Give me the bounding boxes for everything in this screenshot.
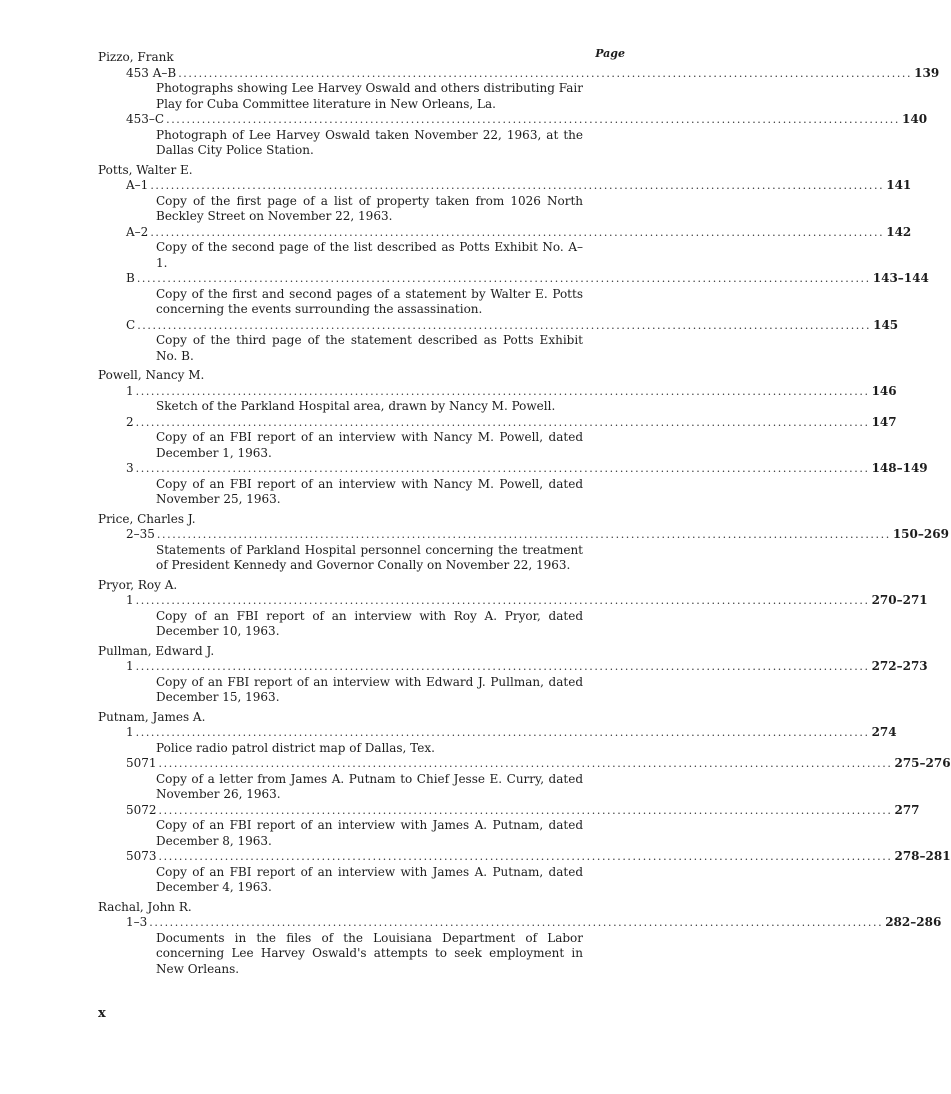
exhibit-row <box>126 527 949 543</box>
dot-leader: ................................................................................................................................................ <box>136 272 871 285</box>
exhibit-page-number: 142 <box>886 224 912 239</box>
exhibit-row <box>126 725 897 741</box>
dot-leader: ................................................................................................................................................ <box>137 318 872 332</box>
exhibit-number: 5071 <box>126 756 157 770</box>
exhibit-number: A–1 <box>126 178 149 192</box>
witness-name: Rachal, John R. <box>98 899 192 914</box>
exhibit-description: Documents in the files of the Louisiana Department of Labor concerning Lee Harvey Oswald's attempts to seek employment in New Orleans. <box>156 930 583 976</box>
exhibit-page-number: 140 <box>902 112 928 126</box>
exhibit-description: Copy of an FBI report of an interview with James A. Putnam, dated December 8, 1963. <box>156 818 583 848</box>
exhibit-row <box>126 659 928 675</box>
witness-name: Putnam, James A. <box>98 709 206 724</box>
dot-leader: ................................................................................................................................................ <box>135 462 870 475</box>
dot-leader: ................................................................................................................................................ <box>135 594 870 607</box>
exhibit-description: Copy of a letter from James A. Putnam to Chief Jesse E. Curry, dated November 26, 1963. <box>156 771 583 801</box>
dot-leader: ................................................................................................................................................ <box>135 384 870 398</box>
witness-name: Potts, Walter E. <box>98 162 193 177</box>
dot-leader: ................................................................................................................................................ <box>158 850 893 863</box>
dot-leader: ................................................................................................................................................ <box>158 803 893 817</box>
exhibit-row <box>126 756 951 772</box>
exhibit-row <box>126 178 912 194</box>
exhibit-number: 1–3 <box>126 915 148 929</box>
page-number-footer: x <box>98 1006 106 1021</box>
witness-name: Price, Charles J. <box>98 511 196 526</box>
exhibit-number: C <box>126 317 136 332</box>
exhibit-row <box>126 802 920 819</box>
exhibit-index <box>98 50 951 981</box>
exhibit-number: 2 <box>126 414 134 429</box>
exhibit-number: A–2 <box>126 224 149 239</box>
exhibit-page-number: 139 <box>914 65 940 80</box>
exhibit-description: Police radio patrol district map of Dallas, Tex. <box>156 740 435 755</box>
index-entry <box>98 162 929 365</box>
index-entry <box>98 50 940 159</box>
exhibit-number: 2–35 <box>126 527 155 541</box>
exhibit-page-number: 145 <box>873 317 899 332</box>
exhibit-description: Copy of an FBI report of an interview with Roy A. Pryor, dated December 10, 1963. <box>156 608 583 638</box>
exhibit-number: 1 <box>126 659 134 673</box>
dot-leader: ................................................................................................................................................ <box>150 179 885 192</box>
exhibit-description: Copy of the third page of the statement described as Potts Exhibit No. B. <box>156 333 583 363</box>
exhibit-number: 1 <box>126 593 134 607</box>
dot-leader: ................................................................................................................................................ <box>135 726 870 739</box>
witness-name: Pullman, Edward J. <box>98 643 215 658</box>
exhibit-row <box>126 65 940 82</box>
exhibit-description: Copy of an FBI report of an interview with Edward J. Pullman, dated December 15, 1963. <box>156 674 583 704</box>
dot-leader: ................................................................................................................................................ <box>149 916 884 929</box>
index-entry <box>98 643 928 706</box>
exhibit-number: 1 <box>126 383 134 398</box>
dot-leader: ................................................................................................................................................ <box>135 415 870 429</box>
exhibit-row <box>126 383 897 400</box>
exhibit-row <box>126 112 928 128</box>
exhibit-row <box>126 271 929 287</box>
index-entry <box>98 577 928 640</box>
exhibit-page-number: 272–273 <box>871 659 928 673</box>
exhibit-description: Copy of an FBI report of an interview with Nancy M. Powell, dated December 1, 1963. <box>156 430 583 460</box>
index-entry <box>98 709 951 896</box>
exhibit-page-number: 282–286 <box>885 915 942 929</box>
exhibit-row <box>126 461 928 477</box>
exhibit-page-number: 275–276 <box>894 756 951 770</box>
exhibit-number: 453–C <box>126 112 165 126</box>
exhibit-description: Copy of the first and second pages of a statement by Walter E. Potts concerning the events surrounding the assassination. <box>156 286 583 316</box>
exhibit-number: B <box>126 271 135 285</box>
exhibit-page-number: 277 <box>894 802 920 817</box>
exhibit-page-number: 274 <box>871 725 897 739</box>
exhibit-description: Sketch of the Parkland Hospital area, drawn by Nancy M. Powell. <box>156 399 556 413</box>
page-column-label: Page <box>595 47 625 60</box>
witness-name: Pryor, Roy A. <box>98 577 178 592</box>
exhibit-page-number: 141 <box>886 178 912 192</box>
dot-leader: ................................................................................................................................................ <box>156 528 891 541</box>
exhibit-description: Photograph of Lee Harvey Oswald taken November 22, 1963, at the Dallas City Police Station. <box>156 127 583 157</box>
dot-leader: ................................................................................................................................................ <box>178 66 913 80</box>
exhibit-row <box>126 849 951 865</box>
exhibit-page-number: 143–144 <box>872 271 929 285</box>
exhibit-number: 453 A–B <box>126 65 177 80</box>
index-entry <box>98 368 928 508</box>
witness-name: Powell, Nancy M. <box>98 368 205 382</box>
exhibit-page-number: 150–269 <box>892 527 949 541</box>
exhibit-number: 5073 <box>126 849 157 863</box>
exhibit-page-number: 147 <box>871 414 897 429</box>
exhibit-number: 5072 <box>126 802 157 817</box>
exhibit-row <box>126 224 912 241</box>
exhibit-page-number: 146 <box>871 383 897 398</box>
exhibit-description: Copy of an FBI report of an interview with James A. Putnam, dated December 4, 1963. <box>156 864 583 894</box>
exhibit-description: Copy of an FBI report of an interview with Nancy M. Powell, dated November 25, 1963. <box>156 476 583 506</box>
exhibit-page-number: 278–281 <box>894 849 951 863</box>
index-entry <box>98 511 949 574</box>
exhibit-row <box>126 317 899 334</box>
exhibit-description: Copy of the second page of the list described as Potts Exhibit No. A–1. <box>156 240 583 270</box>
exhibit-description: Statements of Parkland Hospital personnel concerning the treatment of President Kennedy and Governor Conally on November 22, 1963. <box>156 542 583 572</box>
dot-leader: ................................................................................................................................................ <box>150 225 885 239</box>
exhibit-row <box>126 915 942 931</box>
exhibit-row <box>126 414 897 431</box>
witness-name: Pizzo, Frank <box>98 50 174 64</box>
index-entry <box>98 899 942 978</box>
exhibit-row <box>126 593 928 609</box>
exhibit-number: 3 <box>126 461 134 475</box>
dot-leader: ................................................................................................................................................ <box>158 757 893 770</box>
exhibit-page-number: 148–149 <box>871 461 928 475</box>
exhibit-description: Photographs showing Lee Harvey Oswald and others distributing Fair Play for Cuba Committee literature in New Orleans, La. <box>156 81 583 111</box>
exhibit-description: Copy of the first page of a list of property taken from 1026 North Beckley Street on November 22, 1963. <box>156 193 583 223</box>
exhibit-page-number: 270–271 <box>871 593 928 607</box>
dot-leader: ................................................................................................................................................ <box>166 113 901 126</box>
exhibit-number: 1 <box>126 725 134 739</box>
dot-leader: ................................................................................................................................................ <box>135 660 870 673</box>
